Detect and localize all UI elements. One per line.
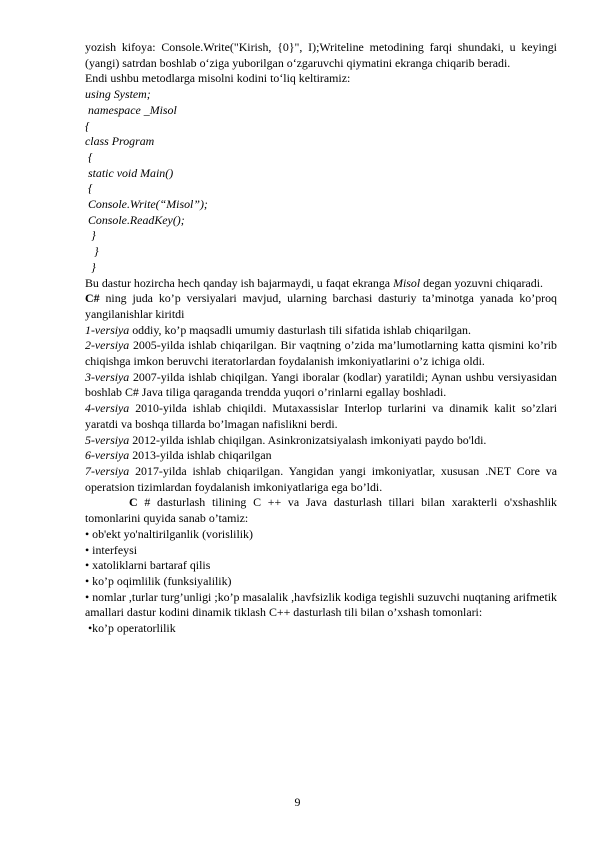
code-line: using System; xyxy=(85,87,151,102)
version-label: 2-versiya xyxy=(85,338,130,353)
version-paragraph: 3-versiya 2007-yilda ishlab chiqilgan. Yangi iboralar (kodlar) yaratildi; Aynan ushbu versiyasidan boshlab C# Java tiliga qaraganda trendda yuqori o’rinlarni egallay boshladi. xyxy=(85,369,557,400)
code-line: static void Main() xyxy=(85,165,174,180)
version-label: 6-versiya xyxy=(85,448,130,463)
csharp-term: C xyxy=(129,495,138,510)
list-item: • xatoliklarni bartaraf qilis xyxy=(85,558,211,573)
list-item: • ob'ekt yo'naltirilganlik (vorislilik) xyxy=(85,526,253,541)
csharp-intro-paragraph: C# ning juda ko’p versiyalari mavjud, ularning barchasi dasturiy ta’minotga yanada ko’proq yangilanishlar kiritdi xyxy=(85,291,557,321)
code-line: Console.ReadKey(); xyxy=(85,212,185,227)
code-line: { xyxy=(85,118,90,133)
code-line: { xyxy=(85,149,93,164)
version-label: 3-versiya xyxy=(85,369,130,384)
version-paragraph: 4-versiya 2010-yilda ishlab chiqildi. Mutaxassislar Interlop turlarini va dinamik kalit so’zlari yaratdi va boshqa tillarda bo’lmagan nafislikni berdi. xyxy=(85,401,557,431)
code-line: Console.Write(“Misol”); xyxy=(85,197,208,212)
intro-paragraph: yozish kifoya: Console.Write("Kirish, {0}", I);Writeline metodining farqi shundaki, u keyingi (yangi) satrdan boshlab o‘ziga yuborilgan o‘zgaruvchi qiymatini ekranga chiqarib beradi. xyxy=(85,40,557,70)
version-label: 1-versiya xyxy=(85,322,130,337)
code-line: { xyxy=(85,181,93,196)
list-item: •ko’p operatorlilik xyxy=(85,621,176,636)
version-paragraph: 1-versiya oddiy, ko’p maqsadli umumiy dasturlash tili sifatida ishlab chiqarilgan. xyxy=(85,322,471,337)
output-word: Misol xyxy=(393,275,421,290)
version-label: 5-versiya xyxy=(85,432,130,447)
intro-lead: Endi ushbu metodlarga misolni kodini to‘liq keltiramiz: xyxy=(85,71,351,86)
code-listing xyxy=(85,87,557,275)
feature-list xyxy=(85,527,557,637)
version-paragraph: 7-versiya 2017-yilda ishlab chiqarilgan. Yangidan yangi imkoniyatlar, xususan .NET Core va operatsion tizimlardan foydalanish imkoniyatlariga ega bo’ldi. xyxy=(85,463,557,494)
code-line: namespace _Misol xyxy=(85,102,177,117)
page-number: 9 xyxy=(294,795,301,809)
csharp-term: C# xyxy=(85,291,100,306)
result-paragraph: Bu dastur hozircha hech qanday ish bajarmaydi, u faqat ekranga Misol degan yozuvni chiqaradi. xyxy=(85,275,543,290)
version-label: 7-versiya xyxy=(85,463,130,478)
version-paragraph: 2-versiya 2005-yilda ishlab chiqarilgan. Bir vaqtning o’zida ma’lumotlarning katta qismini ko’rib chiqishga imkon beruvchi iteratorlardan foydalanish imkoniyatlarini o’z ichiga oldi. xyxy=(85,338,557,369)
list-item: • ko’p oqimlilik (funksiyalilik) xyxy=(85,573,232,588)
code-line: } xyxy=(85,244,99,259)
code-line: } xyxy=(85,259,96,274)
document-page xyxy=(85,40,557,637)
version-paragraph: 6-versiya 2013-yilda ishlab chiqarilgan xyxy=(85,448,272,463)
list-item: • interfeysi xyxy=(85,542,138,557)
version-label: 4-versiya xyxy=(85,401,130,416)
code-line: } xyxy=(85,228,96,243)
list-item: • nomlar ,turlar turg’unligi ;ko’p masalalik ,havfsizlik kodiga tegishli suzuvchi nuqtaning arifmetik amallari dastur kodini dinamik tiklash C++ dasturlash tili bilan o’xshash tomonlari: xyxy=(85,589,557,620)
version-paragraph: 5-versiya 2012-yilda ishlab chiqilgan. Asinkronizatsiyalash imkoniyati paydo bo'ldi. xyxy=(85,432,487,447)
comparison-paragraph: C # dasturlash tilining C ++ va Java dasturlash tillari bilan xarakterli o'xshashlik tomonlarini quyida sanab o’tamiz: xyxy=(85,495,557,526)
code-line: class Program xyxy=(85,134,155,149)
